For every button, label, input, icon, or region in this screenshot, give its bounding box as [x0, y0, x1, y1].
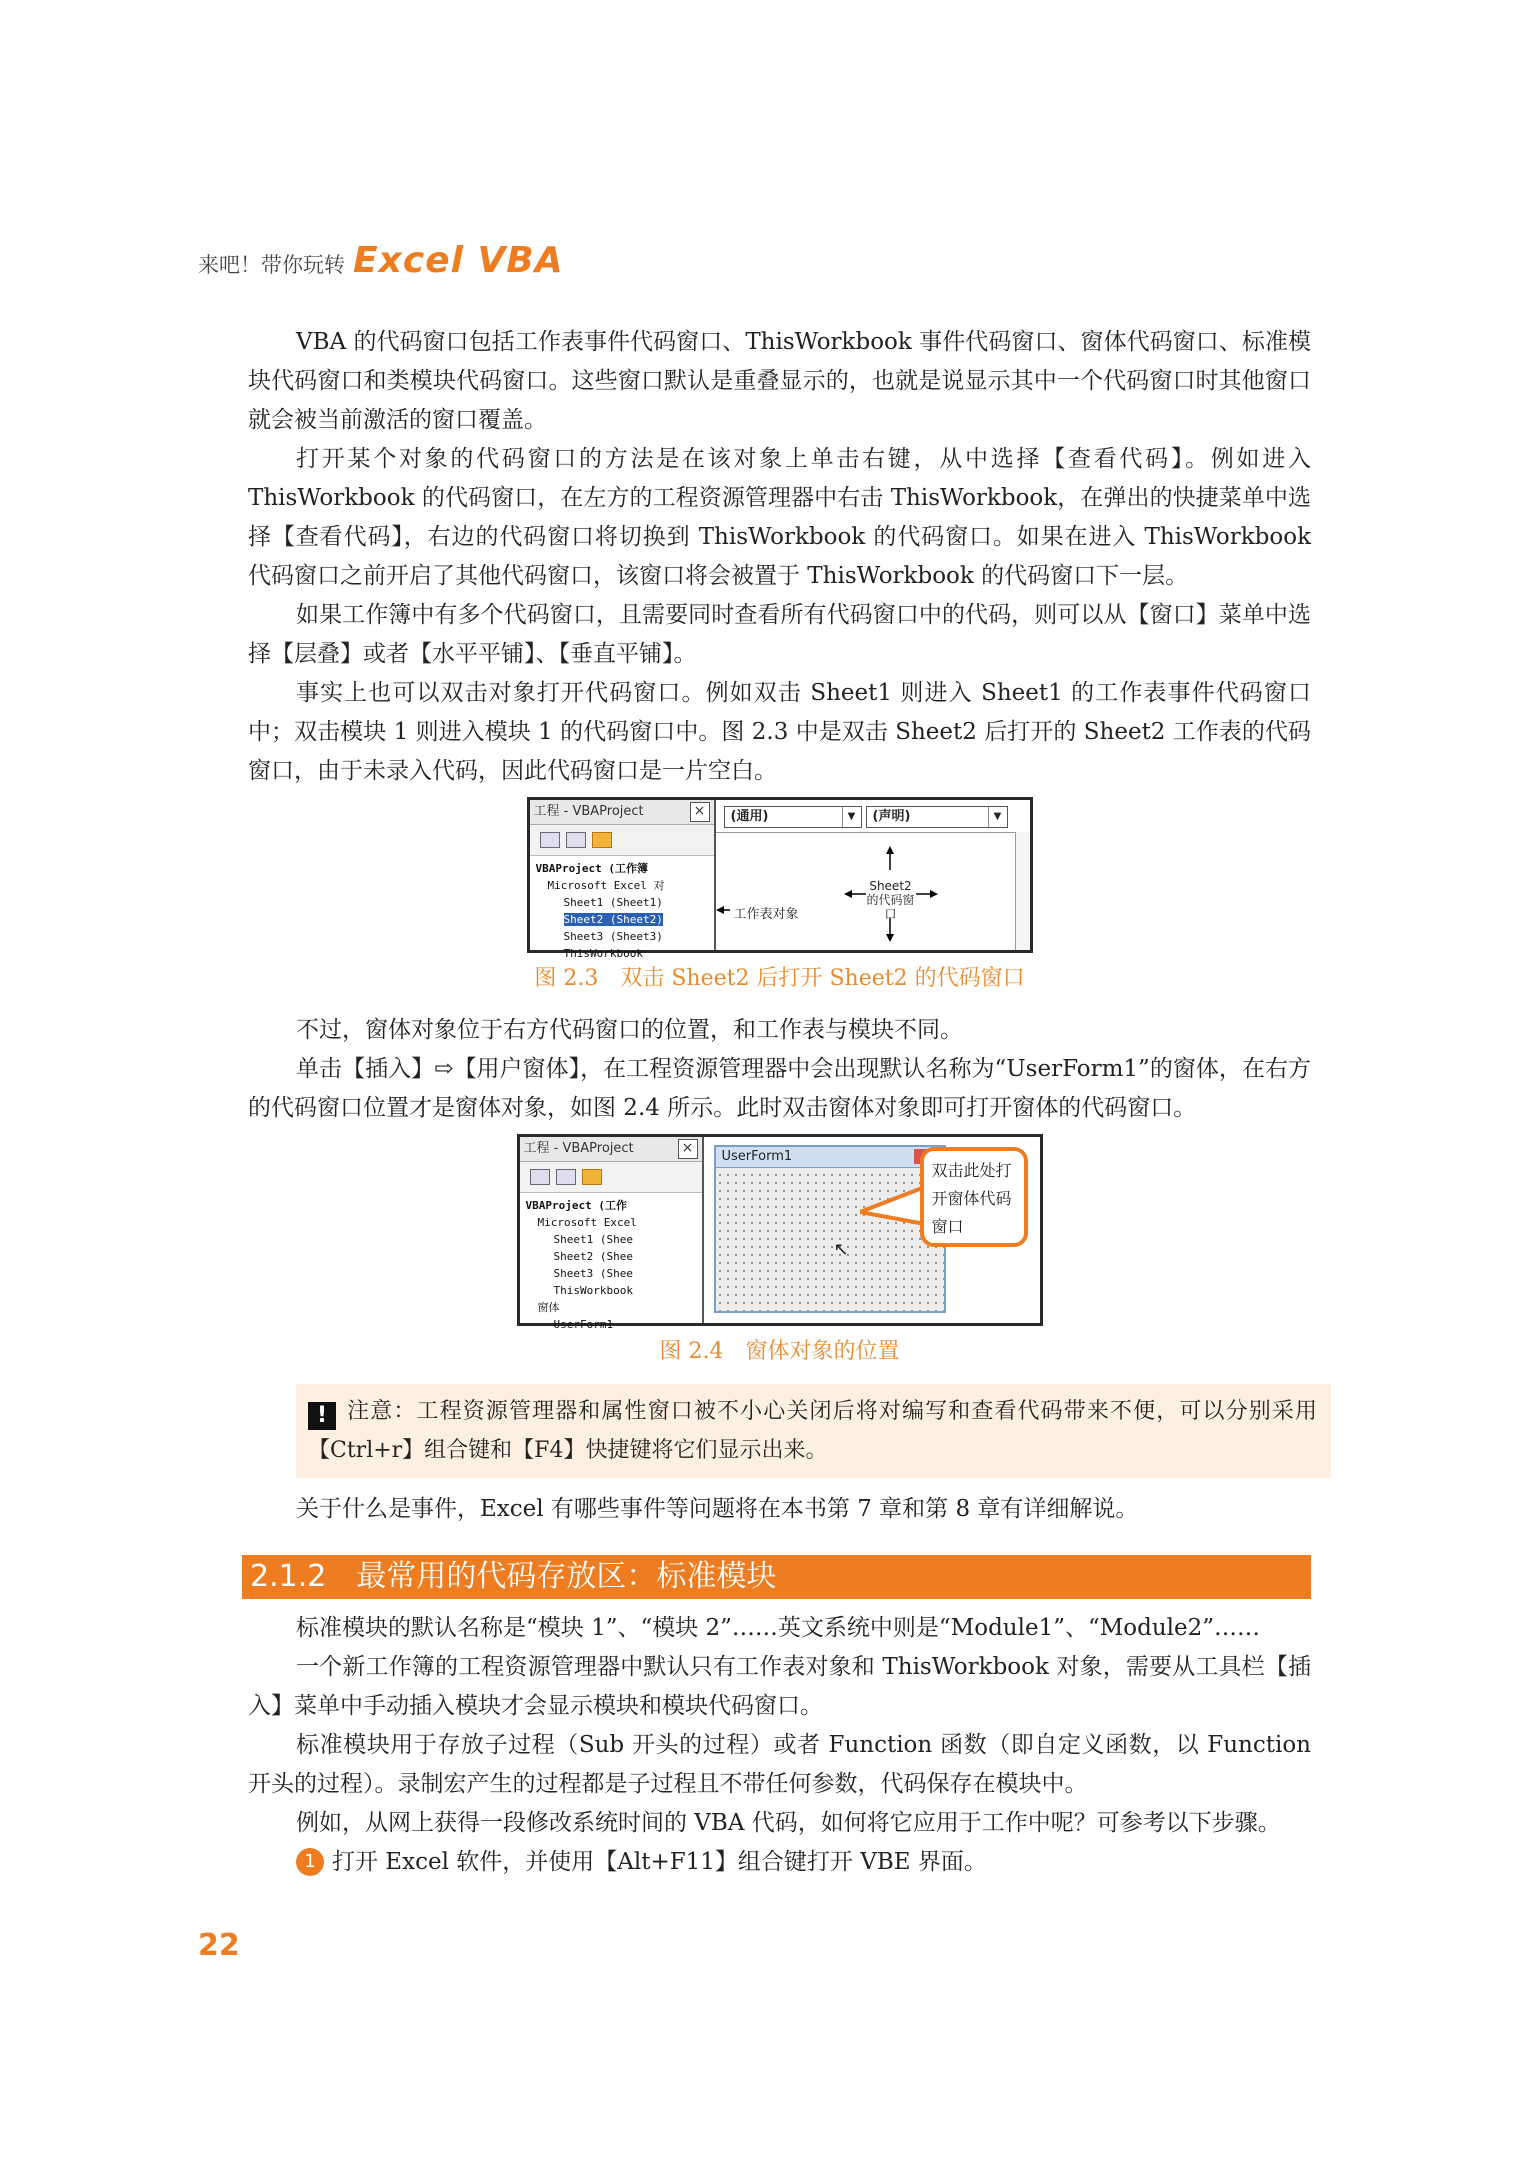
tree-item[interactable]: Sheet1 (Shee — [553, 1233, 633, 1246]
project-tree — [520, 1193, 702, 1333]
view-code-icon[interactable] — [540, 832, 560, 848]
header-subtitle: 来吧！带你玩转 — [198, 253, 345, 277]
tree-item[interactable]: Sheet2 (Shee — [553, 1250, 633, 1263]
tree-item[interactable]: 窗体 — [537, 1301, 560, 1314]
scrollbar[interactable] — [1015, 832, 1030, 950]
step-item — [248, 1843, 1311, 1882]
tree-item[interactable]: ThisWorkbook — [563, 947, 643, 960]
userform-titlebar: UserForm1 — [716, 1147, 944, 1168]
figure-2-4 — [517, 1134, 1043, 1331]
code-window — [716, 800, 1030, 950]
paragraph: 标准模块的默认名称是“模块 1”、“模块 2”……英文系统中则是“Module1”、“Module2”…… — [296, 1615, 1261, 1641]
explorer-toolbar — [520, 1162, 702, 1193]
pane-title: 工程 - VBAProject × — [520, 1137, 702, 1162]
explorer-toolbar — [530, 825, 714, 856]
tree-item-selected[interactable]: Sheet2 (Sheet2) — [563, 913, 663, 926]
tree-item[interactable]: ThisWorkbook — [553, 1284, 633, 1297]
close-icon[interactable]: × — [678, 1139, 698, 1159]
view-code-icon[interactable] — [530, 1169, 550, 1185]
project-explorer-pane — [530, 800, 716, 960]
chevron-down-icon: ▼ — [842, 807, 861, 827]
tree-item[interactable]: UserForm1 — [553, 1318, 614, 1331]
warning-icon: ! — [308, 1402, 336, 1430]
paragraph: 单击【插入】⇨【用户窗体】，在工程资源管理器中会出现默认名称为“UserForm1”的窗体，在右方的代码窗口位置才是窗体对象，如图 2.4 所示。此时双击窗体对象即可打开窗体的代码窗口。 — [248, 1056, 1311, 1121]
paragraph: 例如，从网上获得一段修改系统时间的 VBA 代码，如何将它应用于工作中呢？可参考以下步骤。 — [296, 1810, 1281, 1836]
paragraph: 事实上也可以双击对象打开代码窗口。例如双击 Sheet1 则进入 Sheet1 的工作表事件代码窗口中；双击模块 1 则进入模块 1 的代码窗口中。图 2.3 中是双击 Sheet2 后打开的 Sheet2 工作表的代码窗口，由于未录入代码，因此代码窗口是一片空白。 — [248, 680, 1311, 784]
cursor-icon: ↖ — [833, 1239, 849, 1260]
note-text: 注意：工程资源管理器和属性窗口被不小心关闭后将对编写和查看代码带来不便，可以分别采用【Ctrl+r】组合键和【F4】快捷键将它们显示出来。 — [308, 1399, 1317, 1463]
page-body — [248, 323, 1317, 1882]
toggle-folders-icon[interactable] — [582, 1169, 602, 1185]
note-box — [296, 1384, 1331, 1478]
figure-caption: 图 2.4 窗体对象的位置 — [659, 1339, 900, 1364]
paragraph: 关于什么是事件，Excel 有哪些事件等问题将在本书第 7 章和第 8 章有详细解说。 — [296, 1496, 1139, 1522]
figure-caption: 图 2.3 双击 Sheet2 后打开 Sheet2 的代码窗口 — [534, 966, 1025, 991]
paragraph: 一个新工作簿的工程资源管理器中默认只有工作表对象和 ThisWorkbook 对象，需要从工具栏【插入】菜单中手动插入模块才会显示模块和模块代码窗口。 — [248, 1654, 1311, 1719]
section-heading: 2.1.2 最常用的代码存放区：标准模块 — [242, 1555, 1311, 1599]
header-title: Excel VBA — [353, 240, 564, 281]
pane-title: 工程 - VBAProject × — [530, 800, 714, 825]
close-icon[interactable]: × — [690, 802, 710, 822]
project-explorer-pane — [520, 1137, 704, 1331]
toggle-folders-icon[interactable] — [592, 832, 612, 848]
running-header — [198, 240, 564, 281]
object-dropdown[interactable]: (通用) ▼ — [724, 806, 862, 828]
view-object-icon[interactable] — [566, 832, 586, 848]
paragraph: 标准模块用于存放子过程（Sub 开头的过程）或者 Function 函数（即自定义函数，以 Function 开头的过程）。录制宏产生的过程都是子过程且不带任何参数，代码保存在模块中。 — [248, 1732, 1311, 1797]
callout-box: 双击此处打开窗体代码窗口 — [920, 1147, 1028, 1247]
chevron-down-icon: ▼ — [988, 807, 1007, 827]
paragraph: 如果工作簿中有多个代码窗口，且需要同时查看所有代码窗口中的代码，则可以从【窗口】菜单中选择【层叠】或者【水平平铺】、【垂直平铺】。 — [248, 602, 1311, 667]
tree-item[interactable]: Sheet3 (Sheet3) — [563, 930, 663, 943]
paragraph: 打开某个对象的代码窗口的方法是在该对象上单击右键，从中选择【查看代码】。例如进入 ThisWorkbook 的代码窗口，在左方的工程资源管理器中右击 ThisWorkbook，在弹出的快捷菜单中选择【查看代码】，右边的代码窗口将切换到 ThisWorkbook 的代码窗口。如果在进入 ThisWorkbook 代码窗口之前开启了其他代码窗口，该窗口将会被置于 ThisWorkbook 的代码窗口下一层。 — [248, 446, 1311, 589]
paragraph: 不过，窗体对象位于右方代码窗口的位置，和工作表与模块不同。 — [296, 1017, 963, 1043]
step-text: 打开 Excel 软件，并使用【Alt+F11】组合键打开 VBE 界面。 — [332, 1849, 987, 1875]
tree-item[interactable]: Microsoft Excel 对 — [547, 879, 665, 892]
tree-item[interactable]: VBAProject (工作 — [525, 1199, 627, 1212]
tree-item[interactable]: VBAProject (工作簿 — [535, 862, 648, 875]
procedure-dropdown[interactable]: (声明) ▼ — [866, 806, 1008, 828]
figure-2-3 — [527, 797, 1033, 960]
page-number: 22 — [198, 1928, 240, 1963]
arrows-graphic — [716, 832, 1006, 946]
label-code-window: Sheet2的代码窗口 — [866, 879, 915, 921]
project-tree — [530, 856, 714, 962]
tree-item[interactable]: Microsoft Excel — [537, 1216, 637, 1229]
step-number-icon: 1 — [296, 1848, 324, 1876]
tree-item[interactable]: Sheet3 (Shee — [553, 1267, 633, 1280]
label-sheet-object: 工作表对象 — [733, 907, 799, 922]
tree-item[interactable]: Sheet1 (Sheet1) — [563, 896, 663, 909]
paragraph: VBA 的代码窗口包括工作表事件代码窗口、ThisWorkbook 事件代码窗口、窗体代码窗口、标准模块代码窗口和类模块代码窗口。这些窗口默认是重叠显示的，也就是说显示其中一个代码窗口时其他窗口就会被当前激活的窗口覆盖。 — [248, 329, 1311, 433]
view-object-icon[interactable] — [556, 1169, 576, 1185]
